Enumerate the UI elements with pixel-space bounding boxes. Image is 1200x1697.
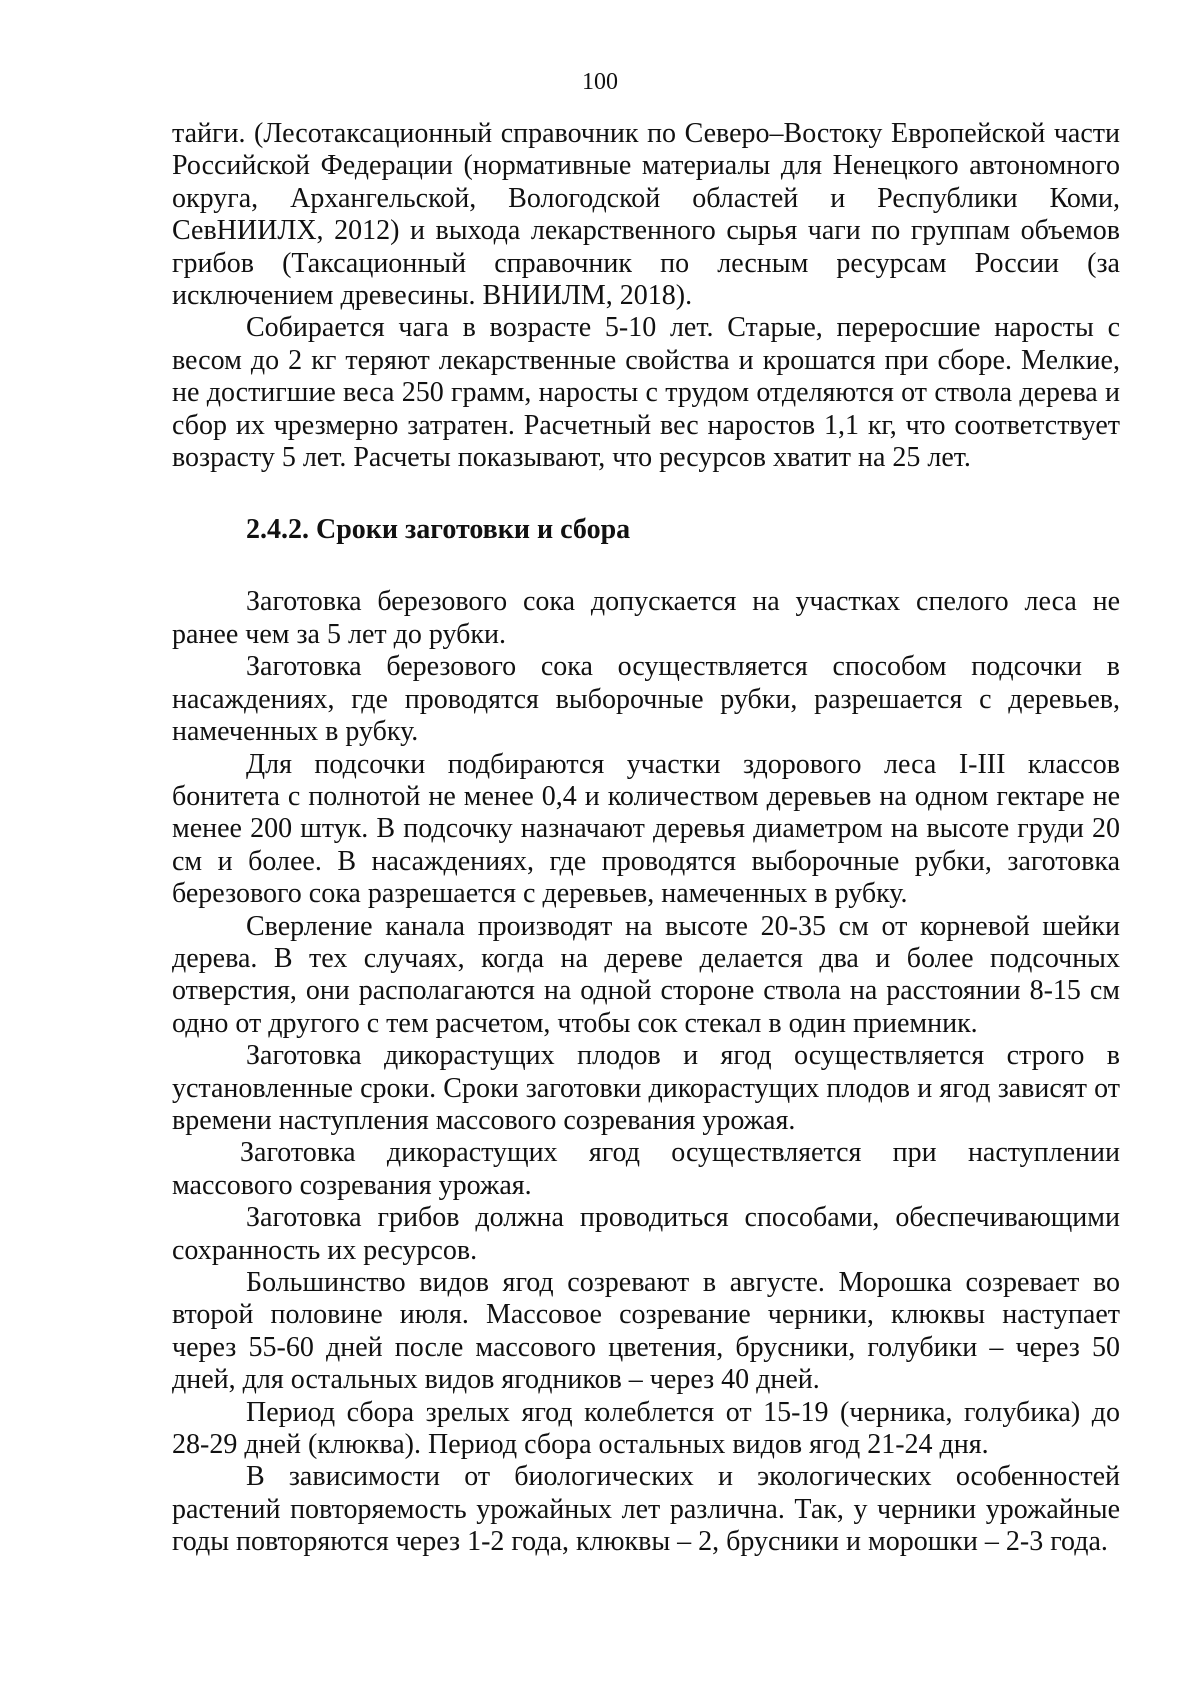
page-body bbox=[172, 118, 1120, 1559]
paragraph-drilling: Сверление канала производят на высоте 20-35 см от корневой шейки дерева. В тех случаях, когда на дереве делается два и более подсочных отверстия, они располагаются на одной стороне ствола на расстоянии 8-15 см одно от другого с тем расчетом, чтобы сок стекал в один приемник. bbox=[172, 910, 1120, 1039]
paragraph-harvest-period: Период сбора зрелых ягод колеблется от 15-19 (черника, голубика) до 28-29 дней (клюква). Период сбора остальных видов ягод 21-24 дня. bbox=[172, 1396, 1120, 1461]
paragraph-birch-sap-permission: Заготовка березового сока допускается на участках спелого леса не ранее чем за 5 лет до рубки. bbox=[172, 586, 1120, 650]
section-heading: 2.4.2. Сроки заготовки и сбора bbox=[246, 514, 631, 546]
paragraph-tapping-sites: Для подсочки подбираются участки здорового леса I-III классов бонитета с полнотой не менее 0,4 и количеством деревьев на одном гектаре не менее 200 штук. В подсочку назначают деревья диаметром на высоте груди 20 см и более. В насаждениях, где проводятся выборочные рубки, заготовка березового сока разрешается с деревьев, намеченных в рубку. bbox=[172, 748, 1120, 910]
page-number: 100 bbox=[582, 69, 618, 95]
paragraph-mushrooms: Заготовка грибов должна проводиться способами, обеспечивающими сохранность их ресурсов. bbox=[172, 1202, 1120, 1266]
paragraph-yield-frequency: В зависимости от биологических и экологических особенностей растений повторяемость урожайных лет различна. Так, у черники урожайные годы повторяются через 1-2 года, клюквы – 2, брусники и морошки – 2-3 года. bbox=[172, 1461, 1120, 1558]
paragraph-birch-sap-method: Заготовка березового сока осуществляется способом подсочки в насаждениях, где проводятся выборочные рубки, разрешается с деревьев, намеченных в рубку. bbox=[172, 651, 1120, 748]
paragraph-continuation: тайги. (Лесотаксационный справочник по Северо–Востоку Европейской части Российской Федерации (нормативные материалы для Ненецкого автономного округа, Архангельской, Вологодской областей и Республики Коми, СевНИИЛХ, 2012) и выхода лекарственного сырья чаги по группам объемов грибов (Таксационный справочник по лесным ресурсам России (за исключением древесины. ВНИИЛМ, 2018). bbox=[172, 118, 1120, 312]
paragraph-wild-berries: Заготовка дикорастущих ягод осуществляется при наступлении массового созревания урожая. bbox=[172, 1137, 1120, 1201]
paragraph-ripening: Большинство видов ягод созревают в августе. Морошка созревает во второй половине июля. Массовое созревание черники, клюквы наступает через 55-60 дней после массового цветения, брусники, голубики – через 50 дней, для остальных видов ягодников – через 40 дней. bbox=[172, 1267, 1120, 1396]
paragraph-chaga-collection: Собирается чага в возрасте 5-10 лет. Старые, переросшие наросты с весом до 2 кг теряют лекарственные свойства и крошатся при сборе. Мелкие, не достигшие веса 250 грамм, наросты с трудом отделяются от ствола дерева и сбор их чрезмерно затратен. Расчетный вес наростов 1,1 кг, что соответствует возрасту 5 лет. Расчеты показывают, что ресурсов хватит на 25 лет. bbox=[172, 312, 1120, 474]
paragraph-wild-fruits: Заготовка дикорастущих плодов и ягод осуществляется строго в установленные сроки. Сроки заготовки дикорастущих плодов и ягод зависят от времени наступления массового созревания урожая. bbox=[172, 1040, 1120, 1136]
